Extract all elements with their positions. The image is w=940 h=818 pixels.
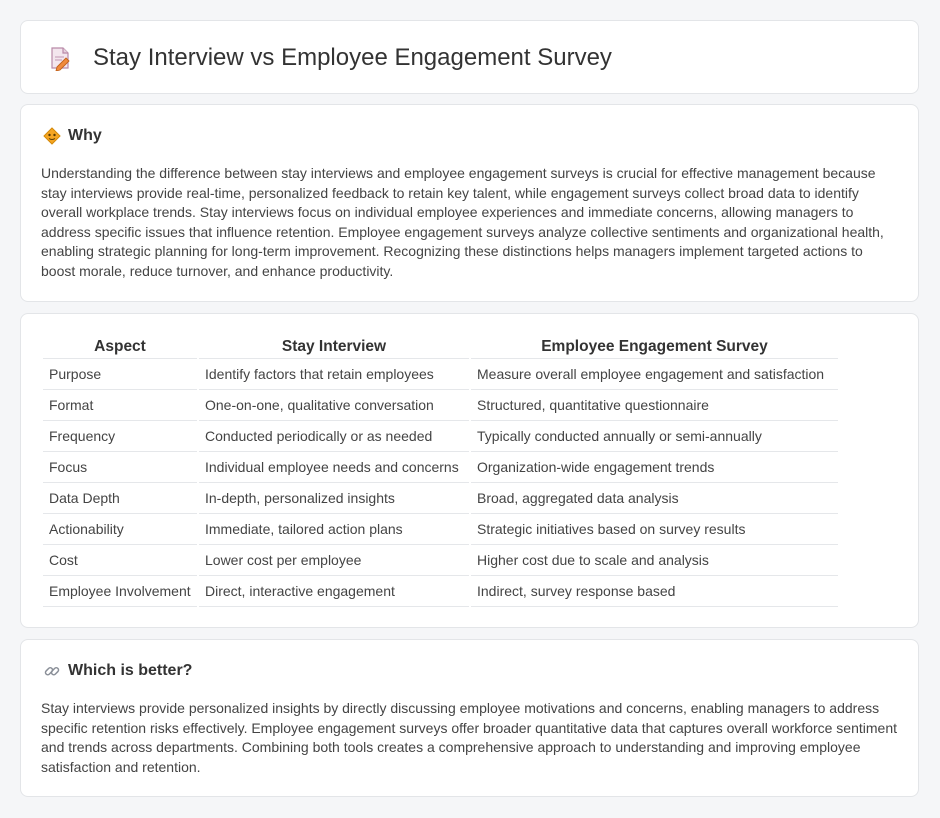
- aspect-cell: Cost: [43, 545, 197, 576]
- table-row: [43, 545, 838, 576]
- table-row: [43, 390, 838, 421]
- aspect-cell: Data Depth: [43, 483, 197, 514]
- stay-interview-cell: Identify factors that retain employees: [199, 359, 469, 390]
- why-heading: [43, 127, 102, 145]
- warning-diamond-icon: [43, 127, 61, 145]
- page-title: Stay Interview vs Employee Engagement Survey: [93, 44, 612, 71]
- better-title: Which is better?: [68, 662, 193, 679]
- better-card: [20, 639, 919, 797]
- aspect-cell: Focus: [43, 452, 197, 483]
- engagement-survey-cell: Broad, aggregated data analysis: [471, 483, 838, 514]
- table-row: [43, 452, 838, 483]
- stay-interview-cell: Immediate, tailored action plans: [199, 514, 469, 545]
- table-header-row: [43, 336, 838, 359]
- title-card: [20, 20, 919, 94]
- aspect-cell: Purpose: [43, 359, 197, 390]
- engagement-survey-cell: Organization-wide engagement trends: [471, 452, 838, 483]
- stay-interview-cell: One-on-one, qualitative conversation: [199, 390, 469, 421]
- engagement-survey-cell: Typically conducted annually or semi-annually: [471, 421, 838, 452]
- header-aspect: Aspect: [43, 336, 197, 359]
- engagement-survey-cell: Indirect, survey response based: [471, 576, 838, 607]
- stay-interview-cell: Conducted periodically or as needed: [199, 421, 469, 452]
- better-heading: [43, 662, 192, 680]
- table-row: [43, 421, 838, 452]
- stay-interview-cell: Direct, interactive engagement: [199, 576, 469, 607]
- comparison-table: [41, 336, 840, 607]
- engagement-survey-cell: Structured, quantitative questionnaire: [471, 390, 838, 421]
- aspect-cell: Frequency: [43, 421, 197, 452]
- stay-interview-cell: Individual employee needs and concerns: [199, 452, 469, 483]
- why-paragraph: Understanding the difference between stay interviews and employee engagement surveys is crucial for effective management because stay interviews provide real-time, personalized feedback to retain key talent, while engagement surveys collect broad data to identify overall workplace trends. Stay interviews focus on individual employee experiences and immediate concerns, allowing managers to address specific issues that influence retention. Employee engagement surveys analyze collective sentiments and organizational health, enabling strategic planning for long-term improvement. Recognizing these distinctions helps managers implement targeted actions to boost morale, reduce turnover, and enhance productivity.: [41, 165, 884, 279]
- header-engagement-survey: Employee Engagement Survey: [471, 336, 838, 359]
- link-icon: [43, 662, 61, 680]
- stay-interview-cell: Lower cost per employee: [199, 545, 469, 576]
- engagement-survey-cell: Measure overall employee engagement and satisfaction: [471, 359, 838, 390]
- why-title: Why: [68, 127, 102, 144]
- header-stay-interview: Stay Interview: [199, 336, 469, 359]
- comparison-card: [20, 313, 919, 628]
- aspect-cell: Format: [43, 390, 197, 421]
- table-row: [43, 483, 838, 514]
- table-row: [43, 576, 838, 607]
- table-row: [43, 359, 838, 390]
- why-card: [20, 104, 919, 302]
- engagement-survey-cell: Strategic initiatives based on survey results: [471, 514, 838, 545]
- aspect-cell: Actionability: [43, 514, 197, 545]
- aspect-cell: Employee Involvement: [43, 576, 197, 607]
- document-pencil-icon: [45, 43, 75, 73]
- table-row: [43, 514, 838, 545]
- engagement-survey-cell: Higher cost due to scale and analysis: [471, 545, 838, 576]
- better-paragraph: Stay interviews provide personalized insights by directly discussing employee motivations and concerns, enabling managers to address specific retention risks effectively. Employee engagement surveys offer broader quantitative data that captures overall workforce sentiment and trends across departments. Combining both tools creates a comprehensive approach to understanding and improving employee satisfaction and retention.: [41, 700, 897, 775]
- title-row: [45, 43, 612, 73]
- stay-interview-cell: In-depth, personalized insights: [199, 483, 469, 514]
